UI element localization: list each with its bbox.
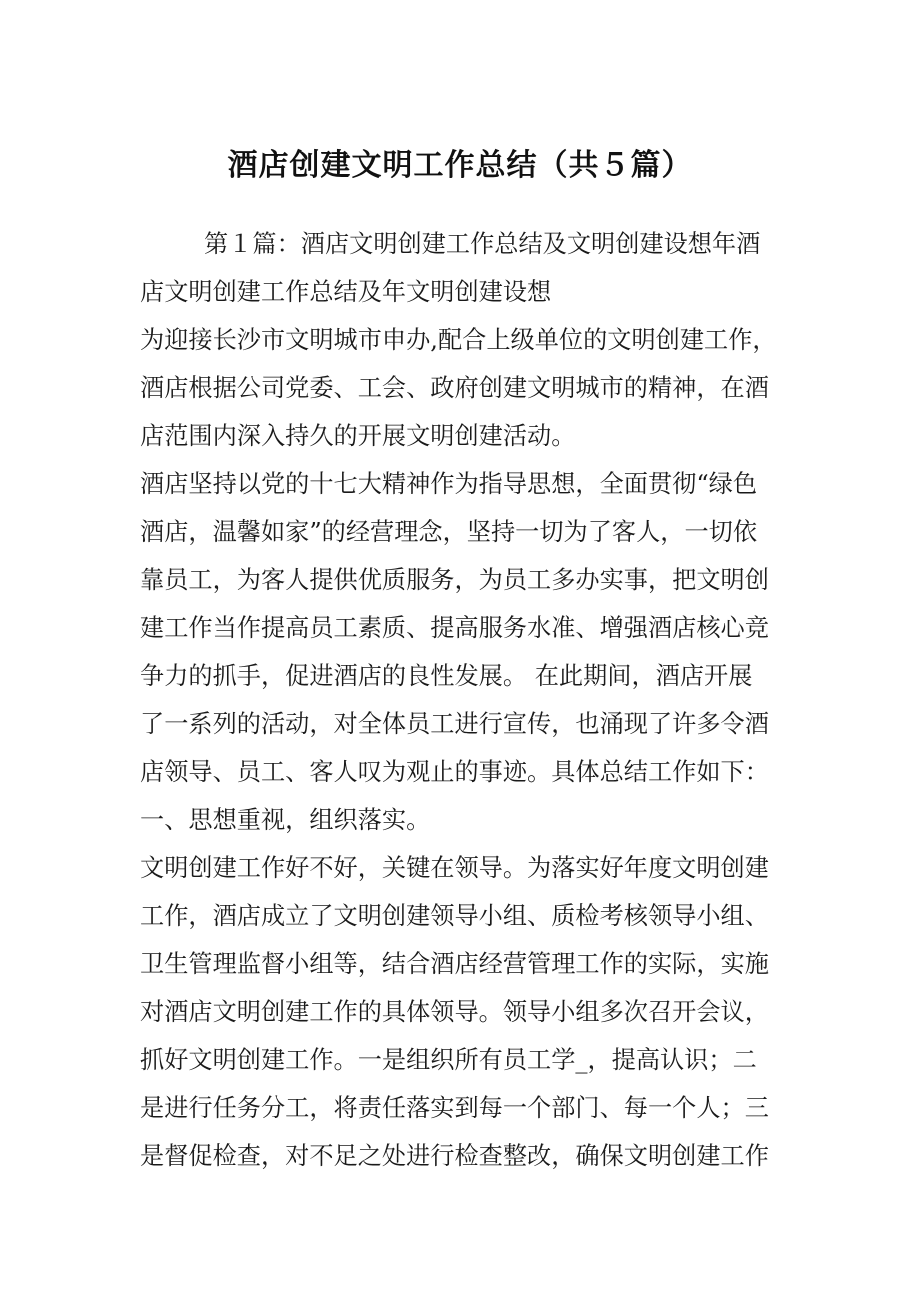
text-line: 了一系列的活动，对全体员工进行宣传，也涌现了许多令酒 [140,710,769,738]
text-line: 店文明创建工作总结及年文明创建设想 [140,278,552,306]
text-line: 是进行任务分工，将责任落实到每一个部门、每一个人；三 [140,1094,769,1122]
document-body [140,220,790,1180]
text-line: 酒店，温馨如家”的经营理念，坚持一切为了客人，一切依 [140,518,758,546]
text-line: 争力的抓手，促进酒店的良性发展。 在此期间，酒店开展 [140,662,753,690]
text-line: 店范围内深入持久的开展文明创建活动。 [140,422,576,450]
text-line: 文明创建工作好不好，关键在领导。为落实好年度文明创建 [140,854,769,882]
text-line: 酒店根据公司党委、工会、政府创建文明城市的精神，在酒 [140,374,769,402]
text-line: 酒店坚持以党的十七大精神作为指导思想，全面贯彻“绿色 [140,470,758,498]
text-line: 靠员工，为客人提供优质服务，为员工多办实事，把文明创 [140,566,769,594]
text-line: 第１篇：酒店文明创建工作总结及文明创建设想年酒 [204,230,761,258]
text-line: 抓好文明创建工作。一是组织所有员工学_，提高认识；二 [140,1046,757,1074]
text-line: 为迎接长沙市文明城市申办,配合上级单位的文明创建工作， [140,326,777,354]
text-line: 是督促检查，对不足之处进行检查整改，确保文明创建工作 [140,1142,769,1170]
document-title: 酒店创建文明工作总结（共５篇） [227,148,693,183]
text-line: 店领导、员工、客人叹为观止的事迹。具体总结工作如下： [140,758,769,786]
text-line: 对酒店文明创建工作的具体领导。领导小组多次召开会议， [140,998,769,1026]
text-line: 建工作当作提高员工素质、提高服务水准、增强酒店核心竞 [140,614,769,642]
text-line: 卫生管理监督小组等，结合酒店经营管理工作的实际，实施 [140,950,769,978]
text-line: 工作，酒店成立了文明创建领导小组、质检考核领导小组、 [140,902,769,930]
section-heading: 一、思想重视，组织落实。 [140,806,431,834]
